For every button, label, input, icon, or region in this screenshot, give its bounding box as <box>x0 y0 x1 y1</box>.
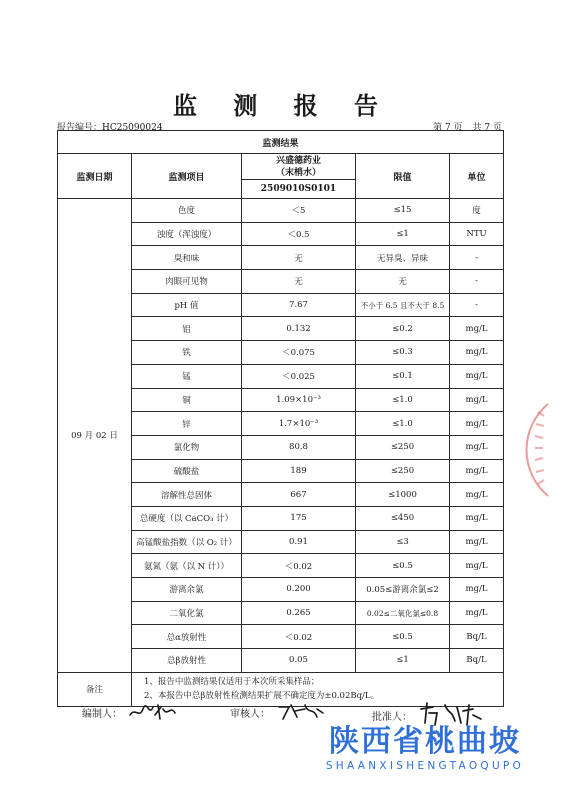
cell-value: ＜0.5 <box>242 222 356 246</box>
reviewer-signature <box>230 701 325 723</box>
cell-limit: ≤1 <box>356 222 450 246</box>
cell-unit: mg/L <box>450 364 504 388</box>
monitoring-date: 09 月 02 日 <box>58 199 132 673</box>
cell-value: ＜0.075 <box>242 341 356 365</box>
report-number: 报告编号：HC25090024 <box>57 123 163 133</box>
editor-signature <box>82 701 177 723</box>
cell-limit: 无 <box>356 270 450 294</box>
cell-limit: 不小于 6.5 且不大于 8.5 <box>356 293 450 317</box>
cell-item: 臭和味 <box>132 246 242 270</box>
cell-unit: mg/L <box>450 459 504 483</box>
sample-sub: （末梢水） <box>275 167 321 178</box>
cell-value: 1.7×10⁻³ <box>242 412 356 436</box>
cell-limit: 0.05≤游离余氯≤2 <box>356 578 450 602</box>
cell-item: 铁 <box>132 341 242 365</box>
cell-item: 高锰酸盐指数（以 O₂ 计） <box>132 530 242 554</box>
cell-value: 189 <box>242 459 356 483</box>
cell-limit: ≤1 <box>356 649 450 673</box>
cell-limit: 0.02≤二氧化氯≤0.8 <box>356 601 450 625</box>
red-seal-stamp <box>508 400 552 500</box>
cell-value: 175 <box>242 506 356 530</box>
page-current: 第 7 页 <box>433 123 463 133</box>
cell-value: 0.91 <box>242 530 356 554</box>
cell-item: 铝 <box>132 317 242 341</box>
section-title: 监测结果 <box>58 131 504 154</box>
col-header-limit: 限值 <box>356 154 450 199</box>
cell-limit: ≤3 <box>356 530 450 554</box>
table-row <box>58 199 504 223</box>
cell-unit: - <box>450 270 504 294</box>
cell-unit: mg/L <box>450 506 504 530</box>
cell-value: 1.09×10⁻³ <box>242 388 356 412</box>
cell-item: 肉眼可见物 <box>132 270 242 294</box>
cell-limit: ≤450 <box>356 506 450 530</box>
cell-limit: ≤0.1 <box>356 364 450 388</box>
approver-label: 批准人： <box>372 711 412 723</box>
cell-limit: ≤15 <box>356 199 450 223</box>
cell-limit: ≤1.0 <box>356 388 450 412</box>
cell-value: 0.265 <box>242 601 356 625</box>
cell-value: 7.67 <box>242 293 356 317</box>
cell-limit: ≤1000 <box>356 483 450 507</box>
signature-row <box>82 697 522 727</box>
watermark-sub: SHAANXISHENGTAOQUPO <box>325 760 525 772</box>
cell-unit: mg/L <box>450 483 504 507</box>
cell-item: 二氧化氯 <box>132 601 242 625</box>
cell-value: 667 <box>242 483 356 507</box>
results-table <box>57 130 504 707</box>
editor-label: 编制人： <box>82 708 122 720</box>
notes-label: 备注 <box>58 672 132 706</box>
cell-item: 溶解性总固体 <box>132 483 242 507</box>
cell-item: 铜 <box>132 388 242 412</box>
cell-item: 氯化物 <box>132 435 242 459</box>
cell-limit: 无异臭、异味 <box>356 246 450 270</box>
cell-item: 色度 <box>132 199 242 223</box>
cell-item: 总硬度（以 CaCO₃ 计） <box>132 506 242 530</box>
cell-value: ＜0.02 <box>242 554 356 578</box>
col-header-unit: 单位 <box>450 154 504 199</box>
cell-value: ＜0.02 <box>242 625 356 649</box>
col-header-sample <box>242 154 356 180</box>
cell-unit: mg/L <box>450 317 504 341</box>
cell-value: 0.132 <box>242 317 356 341</box>
cell-unit: mg/L <box>450 341 504 365</box>
cell-unit: 度 <box>450 199 504 223</box>
reviewer-handwritten-signature <box>275 701 325 723</box>
cell-value: 无 <box>242 246 356 270</box>
cell-limit: ≤1.0 <box>356 412 450 436</box>
cell-value: ＜5 <box>242 199 356 223</box>
cell-value: 80.8 <box>242 435 356 459</box>
cell-unit: mg/L <box>450 388 504 412</box>
cell-value: 无 <box>242 270 356 294</box>
cell-unit: mg/L <box>450 601 504 625</box>
cell-item: 氨氮（氨（以 N 计）） <box>132 554 242 578</box>
cell-unit: - <box>450 293 504 317</box>
cell-limit: ≤0.2 <box>356 317 450 341</box>
cell-item: 硫酸盐 <box>132 459 242 483</box>
cell-value: 0.200 <box>242 578 356 602</box>
cell-unit: mg/L <box>450 554 504 578</box>
note-line: 1、报告中监测结果仅适用于本次所采集样品； <box>144 677 320 688</box>
page-total: 共 7 页 <box>472 123 502 133</box>
cell-item: 浊度（浑浊度） <box>132 222 242 246</box>
cell-unit: mg/L <box>450 435 504 459</box>
watermark <box>300 724 550 794</box>
cell-item: 锰 <box>132 364 242 388</box>
cell-item: pH 值 <box>132 293 242 317</box>
cell-item: 游离余氯 <box>132 578 242 602</box>
cell-unit: Bq/L <box>450 649 504 673</box>
editor-handwritten-signature <box>127 701 177 723</box>
cell-unit: mg/L <box>450 578 504 602</box>
note-line: 2、本报告中总β放射性检测结果扩展不确定度为±0.02Bq/L。 <box>144 691 380 702</box>
cell-value: 0.05 <box>242 649 356 673</box>
cell-limit: ≤250 <box>356 435 450 459</box>
cell-limit: ≤0.5 <box>356 554 450 578</box>
cell-item: 总β放射性 <box>132 649 242 673</box>
results-body <box>58 199 504 673</box>
cell-unit: NTU <box>450 222 504 246</box>
watermark-main: 陕西省桃曲坡 <box>329 724 521 759</box>
cell-limit: ≤250 <box>356 459 450 483</box>
col-header-date: 监测日期 <box>58 154 132 199</box>
report-title: 监 测 报 告 <box>172 91 393 120</box>
sample-name: 兴盛德药业 <box>275 155 321 166</box>
cell-item: 总α放射性 <box>132 625 242 649</box>
cell-unit: Bq/L <box>450 625 504 649</box>
cell-value: ＜0.025 <box>242 364 356 388</box>
cell-item: 锌 <box>132 412 242 436</box>
col-header-item: 监测项目 <box>132 154 242 199</box>
reviewer-label: 审核人： <box>230 708 270 720</box>
cell-unit: - <box>450 246 504 270</box>
sample-code: 2509010S0101 <box>242 180 356 199</box>
cell-limit: ≤0.5 <box>356 625 450 649</box>
cell-limit: ≤0.3 <box>356 341 450 365</box>
cell-unit: mg/L <box>450 530 504 554</box>
cell-unit: mg/L <box>450 412 504 436</box>
